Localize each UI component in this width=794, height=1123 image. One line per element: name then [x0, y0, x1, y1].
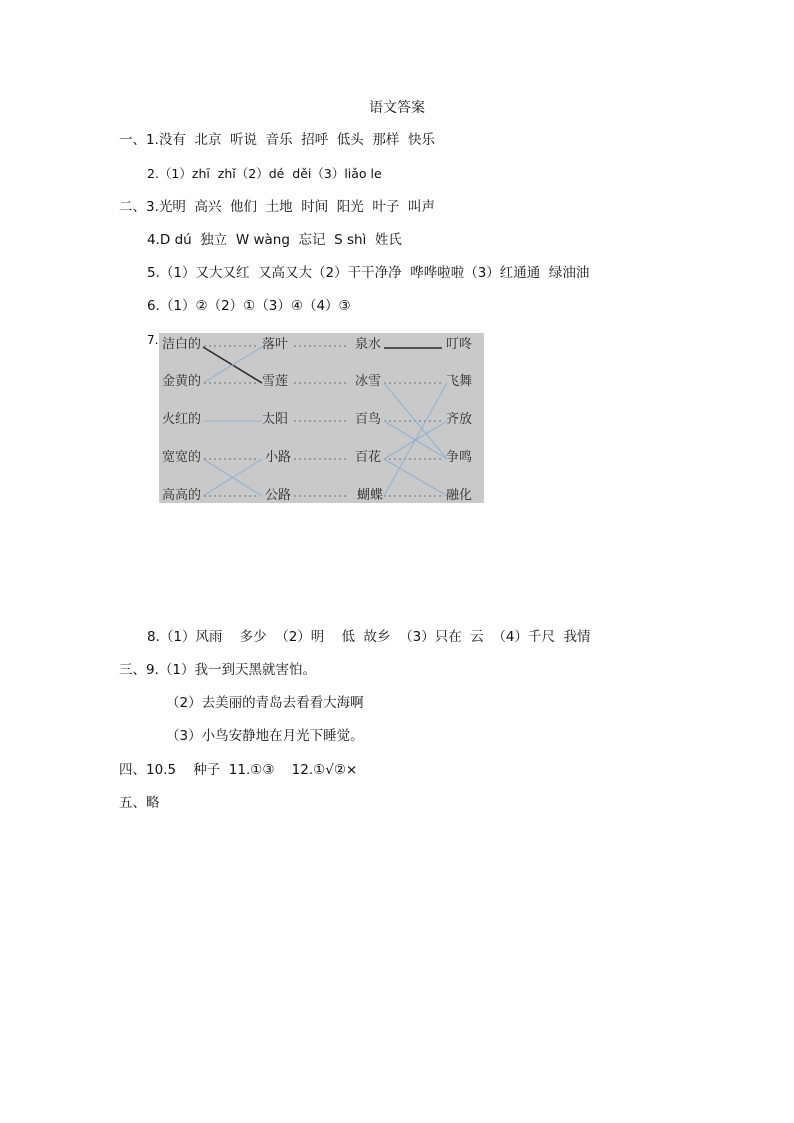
answer-section-2-q4: 4.D dú 独立 W wàng 忘记 S shì 姓氏	[147, 232, 402, 248]
matching-left-adjective: 洁白的	[162, 337, 202, 352]
matching-left-noun: 雪莲	[262, 374, 289, 389]
matching-right-verb: 争鸣	[446, 450, 473, 465]
matching-right-noun: 百鸟	[355, 412, 382, 427]
matching-left-adjective: 金黄的	[162, 374, 202, 389]
answer-section-1-q1: 一、1.没有 北京 听说 音乐 招呼 低头 那样 快乐	[119, 132, 435, 148]
matching-left-noun: 公路	[265, 488, 292, 503]
matching-lines	[159, 333, 484, 503]
answer-section-3-q9-3: （3）小鸟安静地在月光下睡觉。	[166, 728, 364, 744]
matching-exercise-photo	[159, 333, 484, 503]
matching-left-adjective: 宽宽的	[162, 450, 202, 465]
answer-section-4: 四、10.5 种子 11.①③ 12.①√②×	[119, 762, 358, 778]
answer-section-3-q9-1: 三、9.（1）我一到天黑就害怕。	[119, 662, 316, 678]
matching-left-noun: 太阳	[262, 412, 289, 427]
matching-left-noun: 落叶	[262, 337, 289, 352]
answer-section-2-q6: 6.（1）②（2）①（3）④（4）③	[147, 298, 351, 314]
answer-section-1-q2: 2.（1）zhī zhǐ（2）dé děi（3）liǎo le	[147, 166, 382, 181]
matching-left-adjective: 火红的	[162, 412, 202, 427]
matching-right-verb: 齐放	[446, 412, 473, 427]
matching-right-verb: 飞舞	[446, 374, 473, 389]
answer-section-2-q7-label: 7.	[147, 333, 159, 347]
matching-right-noun: 泉水	[355, 337, 382, 352]
matching-right-verb: 叮咚	[446, 337, 473, 352]
matching-right-verb: 融化	[446, 488, 473, 503]
answer-section-2-q8: 8.（1）风雨 多少 （2）明 低 故乡 （3）只在 云 （4）千尺 我情	[147, 629, 591, 645]
matching-right-noun: 冰雪	[355, 374, 382, 389]
answer-section-5: 五、略	[119, 795, 160, 811]
matching-left-noun: 小路	[265, 450, 292, 465]
matching-right-noun: 百花	[355, 450, 382, 465]
answer-section-2-q5: 5.（1）又大又红 又高又大（2）干干净净 哗哗啦啦（3）红通通 绿油油	[147, 265, 590, 281]
matching-right-noun: 蝴蝶	[357, 488, 384, 503]
answer-section-2-q3: 二、3.光明 高兴 他们 土地 时间 阳光 叶子 叫声	[119, 199, 435, 215]
page-title: 语文答案	[369, 100, 425, 116]
answer-section-3-q9-2: （2）去美丽的青岛去看看大海啊	[166, 695, 364, 711]
matching-left-adjective: 高高的	[162, 488, 202, 503]
